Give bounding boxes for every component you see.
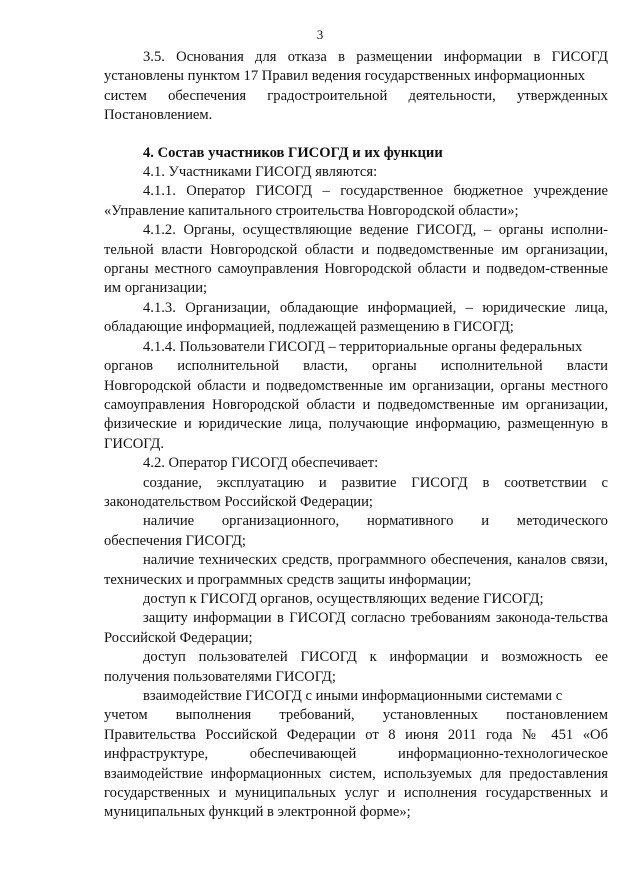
list-item-access-organs: доступ к ГИСОГД органов, осуществляющих ведение ГИСОГД; bbox=[143, 590, 544, 607]
word: и bbox=[481, 513, 490, 530]
word: утвержденных bbox=[516, 87, 608, 104]
document-body bbox=[104, 48, 608, 823]
word: деятельности, bbox=[408, 87, 496, 104]
list-item-interaction-rest: Правительства Российской Федерации от 8 июня 2011 года № 451 «Об инфраструктуре, обеспечивающей информационно-технологическое взаимодействие информационных систем, используемых для предоставления государственных и муниципальных услуг и исполнения государственных и муниципальных функций в электронной форме»; bbox=[104, 726, 608, 821]
paragraph-4-1-1: 4.1.1. Оператор ГИСОГД – государственное бюджетное учреждение «Управление капитального строительства Новгородской области»; bbox=[104, 183, 608, 219]
list-item-create: создание, эксплуатацию и развитие ГИСОГД в соответствии с законодательством Российской Федерации; bbox=[104, 474, 608, 510]
paragraph-3-5-last: Постановлением. bbox=[104, 107, 213, 124]
word: наличие bbox=[143, 513, 195, 530]
word: выполнения bbox=[175, 707, 252, 724]
paragraph-4-1-4-rest: Новгородской области и подведомственные им организации, органы местного самоуправления Новгородской области и подведомственные им организации, физические и юридические лица, получающие информацию, размещенную в ГИСОГД. bbox=[104, 377, 608, 452]
word: организационного, bbox=[221, 513, 340, 530]
word: исполнительной bbox=[177, 358, 280, 375]
word: систем bbox=[104, 87, 147, 104]
word: власти, bbox=[303, 358, 348, 375]
paragraph-4-1: 4.1. Участниками ГИСОГД являются: bbox=[143, 164, 378, 181]
section-heading: 4. Состав участников ГИСОГД и их функции bbox=[143, 144, 443, 161]
word: методического bbox=[516, 513, 608, 530]
list-item-availability-rest: обеспечения ГИСОГД; bbox=[104, 532, 246, 549]
list-item-interaction-first: взаимодействие ГИСОГД с иными информационными системами с bbox=[143, 688, 563, 704]
word: градостроительной bbox=[267, 87, 388, 104]
list-item-tech: наличие технических средств, программного обеспечения, каналов связи, технических и программных средств защиты информации; bbox=[104, 552, 608, 588]
paragraph-4-1-3: 4.1.3. Организации, обладающие информацией, – юридические лица, обладающие информацией, подлежащей размещению в ГИСОГД; bbox=[104, 299, 608, 336]
page-number: 3 bbox=[316, 27, 324, 42]
list-item-access-users: доступ пользователей ГИСОГД к информации и возможность ее получения пользователями ГИСОГД; bbox=[104, 649, 608, 685]
paragraph-3-5-first: 3.5. Основания для отказа в размещении информации в ГИСОГД установлены пунктом 17 Правил ведения государственных информационных bbox=[104, 49, 608, 85]
paragraph-4-1-2: 4.1.2. Органы, осуществляющие ведение ГИСОГД, – органы исполни-тельной власти Новгородской области и подведомственные им организации, органы местного самоуправления Новгородской области и подведом-ственные им организации; bbox=[104, 222, 608, 297]
paragraph-4-1-4-spread-line bbox=[104, 357, 608, 376]
word: обеспечения bbox=[168, 87, 247, 104]
word: нормативного bbox=[366, 513, 454, 530]
word: органов bbox=[104, 358, 154, 375]
word: постановлением bbox=[506, 707, 608, 724]
word: учетом bbox=[104, 707, 148, 724]
paragraph-3-5-spread-line bbox=[104, 87, 608, 106]
list-item-availability-spread-line bbox=[104, 512, 608, 531]
word: исполнительной bbox=[440, 358, 543, 375]
list-item-interaction-spread-line bbox=[104, 706, 608, 725]
word: установленных bbox=[382, 707, 478, 724]
word: органы bbox=[372, 358, 417, 375]
word: власти bbox=[566, 358, 608, 375]
word: требований, bbox=[279, 707, 355, 724]
paragraph-4-2: 4.2. Оператор ГИСОГД обеспечивает: bbox=[143, 455, 379, 472]
list-item-protection: защиту информации в ГИСОГД согласно требованиям законода-тельства Российской Федерации; bbox=[104, 610, 608, 646]
paragraph-4-1-4-first: 4.1.4. Пользователи ГИСОГД – территориальные органы федеральных bbox=[143, 338, 583, 355]
